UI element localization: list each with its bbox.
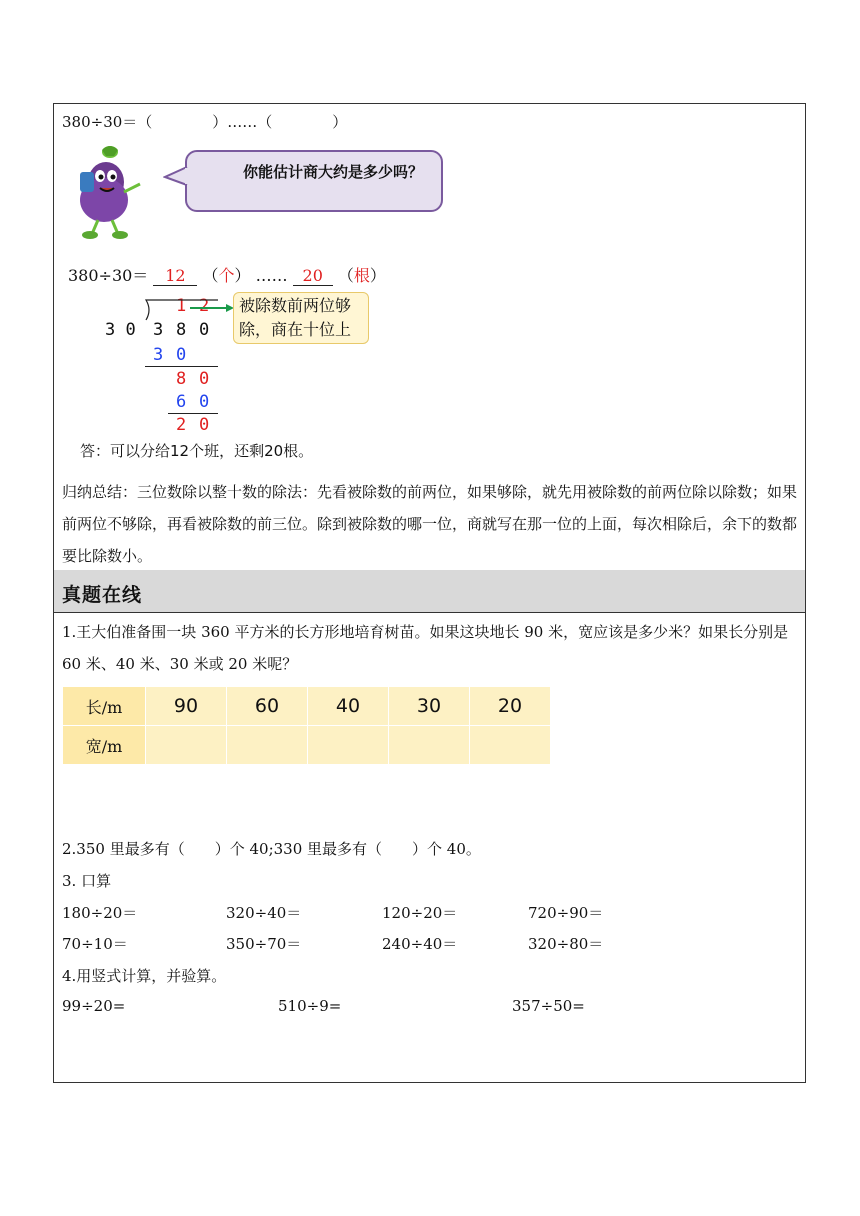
answer-unit1: 个	[218, 266, 235, 285]
q3-item: 180÷20＝	[62, 904, 138, 922]
note-line: 除，商在十位上	[239, 320, 352, 339]
q1-text: 1.王大伯准备围一块 360 平方米的长方形地培育树苗。如果这块地长 90 米，宽应该是多少米？如果长分别是 60 米、40 米、30 米或 20 米呢？	[62, 623, 789, 673]
answer-unit2: 根	[353, 266, 370, 285]
division-bracket	[140, 298, 240, 322]
note-text	[239, 294, 351, 342]
division-line	[168, 413, 218, 414]
eggplant-mascot-icon	[62, 140, 157, 240]
row-label-width: 宽/m	[63, 726, 146, 765]
answer-remainder: 20	[293, 266, 333, 286]
q3-item: 320÷40＝	[226, 904, 302, 922]
q3-item: 350÷70＝	[226, 935, 302, 953]
q2-text: 2.350 里最多有（ ）个 40;330 里最多有（ ）个 40。	[62, 840, 481, 858]
section-title: 真题在线	[62, 584, 143, 606]
bubble-text: 你能估计商大约是多少吗？	[242, 163, 423, 181]
step3-digit: 6	[176, 392, 187, 412]
quotient-digit: 1	[176, 296, 187, 316]
length-cell: 60	[227, 687, 308, 726]
remainder-digit: 2	[176, 415, 187, 435]
step3-digit: 0	[199, 392, 210, 412]
dividend-digit: 0	[199, 320, 210, 340]
remainder-digit: 0	[199, 415, 210, 435]
q4-item: 510÷9=	[278, 997, 342, 1015]
q3-item: 320÷80＝	[528, 935, 604, 953]
q3-item: 120÷20＝	[382, 904, 458, 922]
q3-item: 240÷40＝	[382, 935, 458, 953]
table-row	[63, 726, 551, 765]
note-line: 被除数前两位够	[239, 296, 352, 315]
section-header-bg	[54, 570, 805, 612]
q4-item: 357÷50=	[512, 997, 585, 1015]
step1-digit: 0	[176, 345, 187, 365]
width-answer-cell[interactable]	[470, 726, 551, 765]
division-line	[145, 366, 218, 367]
length-cell: 20	[470, 687, 551, 726]
step1-digit: 3	[153, 345, 164, 365]
width-answer-cell[interactable]	[308, 726, 389, 765]
q1-table	[62, 686, 551, 765]
length-cell: 30	[389, 687, 470, 726]
answer-quotient: 12	[153, 266, 197, 286]
q4-item: 99÷20=	[62, 997, 126, 1015]
q4-title: 4.用竖式计算，并验算。	[62, 967, 227, 985]
row-label-length: 长/m	[63, 687, 146, 726]
divisor: 3 0	[105, 320, 136, 340]
width-answer-cell[interactable]	[146, 726, 227, 765]
quotient-digit: 2	[199, 296, 210, 316]
summary-text: 归纳总结：三位数除以整十数的除法：先看被除数的前两位，如果够除，就先用被除数的前两位除以除数；如果前两位不够除，再看被除数的前三位。除到被除数的哪一位，商就写在那一位的上面，每次相除后，余下的数都要比除数小。	[62, 483, 798, 565]
step2-digit: 0	[199, 369, 210, 389]
q3-item: 720÷90＝	[528, 904, 604, 922]
answer-expr: 380÷30＝	[68, 266, 149, 285]
length-cell: 90	[146, 687, 227, 726]
width-answer-cell[interactable]	[227, 726, 308, 765]
width-answer-cell[interactable]	[389, 726, 470, 765]
dividend-digit: 8	[176, 320, 187, 340]
q3-item: 70÷10＝	[62, 935, 128, 953]
answer-reply: 答：可以分给12个班，还剩20根。	[80, 442, 314, 460]
q3-title: 3. 口算	[62, 872, 112, 890]
speech-bubble-tail-icon	[163, 165, 189, 187]
section-divider	[53, 612, 806, 613]
answer-dots: ……	[255, 266, 288, 285]
example-question: 380÷30＝（ ）……（ ）	[62, 113, 348, 131]
answer-line: 380÷30＝ 12 （个） …… 20 （根）	[68, 266, 386, 285]
table-row	[63, 687, 551, 726]
dividend-digit: 3	[153, 320, 164, 340]
length-cell: 40	[308, 687, 389, 726]
step2-digit: 8	[176, 369, 187, 389]
